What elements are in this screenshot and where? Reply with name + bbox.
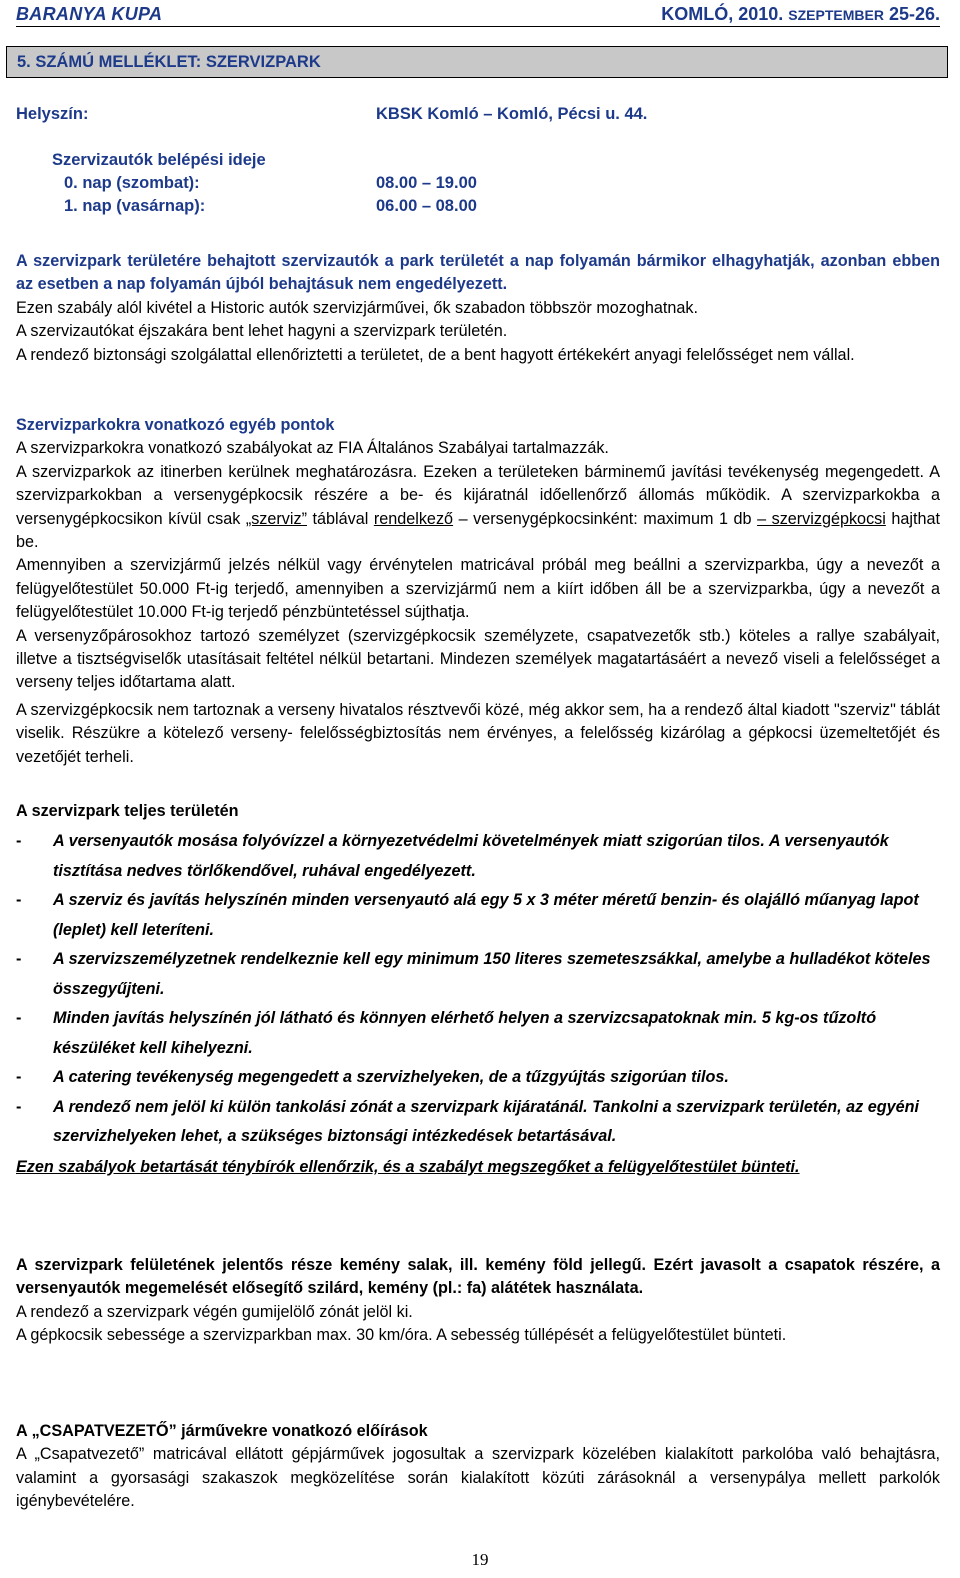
intro-paragraph: A rendező biztonsági szolgálattal ellenőriztetti a területet, de a bent hagyott értékekért anyagi felelősséget nem vállal.	[16, 345, 855, 364]
location-label: Helyszín:	[16, 105, 89, 123]
page-header	[16, 4, 940, 27]
header-event-name: BARANYA KUPA	[16, 4, 163, 24]
other-rules-paragraph: A szervizparkok az itinerben kerülnek meghatározásra. Ezeken a területeken bárminemű javítási tevékenység megengedett. A szervizparkokban a versenygépkocsik részére a be- és kijáratnál időellenőrző állomás működik. A szervizparkokba a versenygépkocsikon kívül csak „szerviz” táblával rendelkező – versenygépkocsinként: maximum 1 db – szervizgépkocsi hajthat be.	[16, 462, 940, 552]
other-rules-paragraph: A szervizparkokra vonatkozó szabályokat az FIA Általános Szabályai tartalmazzák.	[16, 439, 609, 458]
surface-paragraph: A rendező a szervizpark végén gumijelölő zónát jelöl ki.	[16, 1302, 413, 1321]
intro-paragraph: Ezen szabály alól kivétel a Historic autók szervizjárművei, ők szabadon többször mozoghatnak.	[16, 298, 699, 317]
intro-bold: A szervizpark területére behajtott szervizautók a park területét a nap folyamán bármikor elhagyhatják, azonban ebben az esetben a nap folyamán újból behajtásuk nem engedélyezett.	[16, 252, 940, 294]
team-leader-title: A „CSAPATVEZETŐ” járművekre vonatkozó előírások	[16, 1422, 428, 1440]
annex-title-bar	[6, 46, 948, 78]
intro-paragraph: A szervizautókat éjszakára bent lehet hagyni a szervizpark területén.	[16, 322, 508, 341]
team-leader-paragraph: A „Csapatvezető” matricával ellátott gépjárművek jogosultak a szervizpark közelében kialakított parkolóba való behajtásra, valamint a gyorsasági szakaszok megközelítése során kialakított közúti zárásoknál a versenypálya mellett parkolók igénybevételére.	[16, 1445, 940, 1511]
surface-paragraph: A gépkocsik sebessége a szervizparkban max. 30 km/óra. A sebesség túllépését a felügyelőtestület bünteti.	[16, 1326, 787, 1345]
entry-time-1: 06.00 – 08.00	[376, 197, 477, 215]
other-rules-paragraph: A szervizgépkocsik nem tartoznak a verseny hivatalos résztvevői közé, még akkor sem, ha a rendező által kiadott "szerviz" táblát viselik. Részükre a kötelező verseny- felelősségbiztosítás nem érvényes, a felelősség kizárólag a gépkocsi üzemeltetőjét és vezetőjét terheli.	[16, 700, 940, 766]
rules-list	[16, 827, 940, 1152]
whole-area-section	[16, 800, 940, 1179]
surface-section	[16, 1254, 940, 1348]
entry-day-1: 1. nap (vasárnap):	[64, 197, 206, 215]
intro-section	[16, 250, 940, 367]
list-item: - Minden javítás helyszínén jól látható és könnyen elérhető helyen a szervizcsapatoknak min. 5 kg-os tűzoltó készüléket kell kihelyezni.	[16, 1009, 877, 1057]
entry-time-0: 08.00 – 19.00	[376, 174, 477, 192]
annex-title: 5. SZÁMÚ MELLÉKLET: SZERVIZPARK	[17, 53, 321, 71]
other-rules-paragraph: Amennyiben a szervizjármű jelzés nélkül vagy érvénytelen matricával próbál meg beállni a szervizparkba, úgy a nevezőt a felügyelőtestület 50.000 Ft-ig terjedő, amennyiben a szervizjármű nem a kiírt időben áll be a szervizparkba, úgy a nevezőt a felügyelőtestület 10.000 Ft-ig terjedő pénzbüntetéssel sújthatja.	[16, 556, 940, 622]
list-item: - A szerviz és javítás helyszínén minden versenyautó alá egy 5 x 3 méter méretű benzin- és olajálló műanyag lapot (leplet) kell leteríteni.	[16, 891, 919, 939]
entry-title: Szervizautók belépési ideje	[52, 151, 266, 169]
list-item: - A versenyautók mosása folyóvízzel a környezetvédelmi követelmények miatt szigorúan tilos. A versenyautók tisztítása nedves törlőkendővel, ruhával engedélyezett.	[16, 832, 889, 880]
header-date: KOMLÓ, 2010. SZEPTEMBER 25-26.	[661, 4, 940, 24]
other-rules-section	[16, 414, 940, 769]
location-value: KBSK Komló – Komló, Pécsi u. 44.	[376, 105, 648, 123]
surface-bold: A szervizpark felületének jelentős része kemény salak, ill. kemény föld jellegű. Ezért javasolt a csapatok részére, a versenyautók megemelését elősegítő szilárd, kemény (pl.: fa) alátétek használata.	[16, 1256, 940, 1298]
other-rules-paragraph: A versenyzőpárosokhoz tartozó személyzet (szervizgépkocsik személyzete, csapatvezetők stb.) köteles a rallye szabályait, illetve a tisztségviselők utasításait feltétel nélkül betartani. Mindezen személyek magatartásáért a nevező viseli a felelősséget a verseny teljes időtartama alatt.	[16, 626, 940, 692]
list-item: - A catering tevékenység megengedett a szervizhelyeken, de a tűzgyújtás szigorúan tilos.	[16, 1068, 729, 1087]
enforcement-note: Ezen szabályok betartását ténybírók ellenőrzik, és a szabályt megszegőket a felügyelőtestület bünteti.	[16, 1157, 800, 1176]
entry-day-0: 0. nap (szombat):	[64, 174, 200, 192]
whole-area-title: A szervizpark teljes területén	[16, 802, 239, 820]
list-item: - A szervizszemélyzetnek rendelkeznie kell egy minimum 150 literes szemeteszsákkal, amelybe a hulladékot köteles összegyűjteni.	[16, 950, 931, 998]
list-item: - A rendező nem jelöl ki külön tankolási zónát a szervizpark kijáratánál. Tankolni a szervizpark területén, az egyéni szervizhelyeken lehet, a szükséges biztonsági intézkedések betartásával.	[16, 1097, 920, 1146]
page-number: 19	[471, 1550, 489, 1569]
other-rules-title: Szervizparkokra vonatkozó egyéb pontok	[16, 416, 335, 434]
team-leader-section	[16, 1420, 940, 1514]
